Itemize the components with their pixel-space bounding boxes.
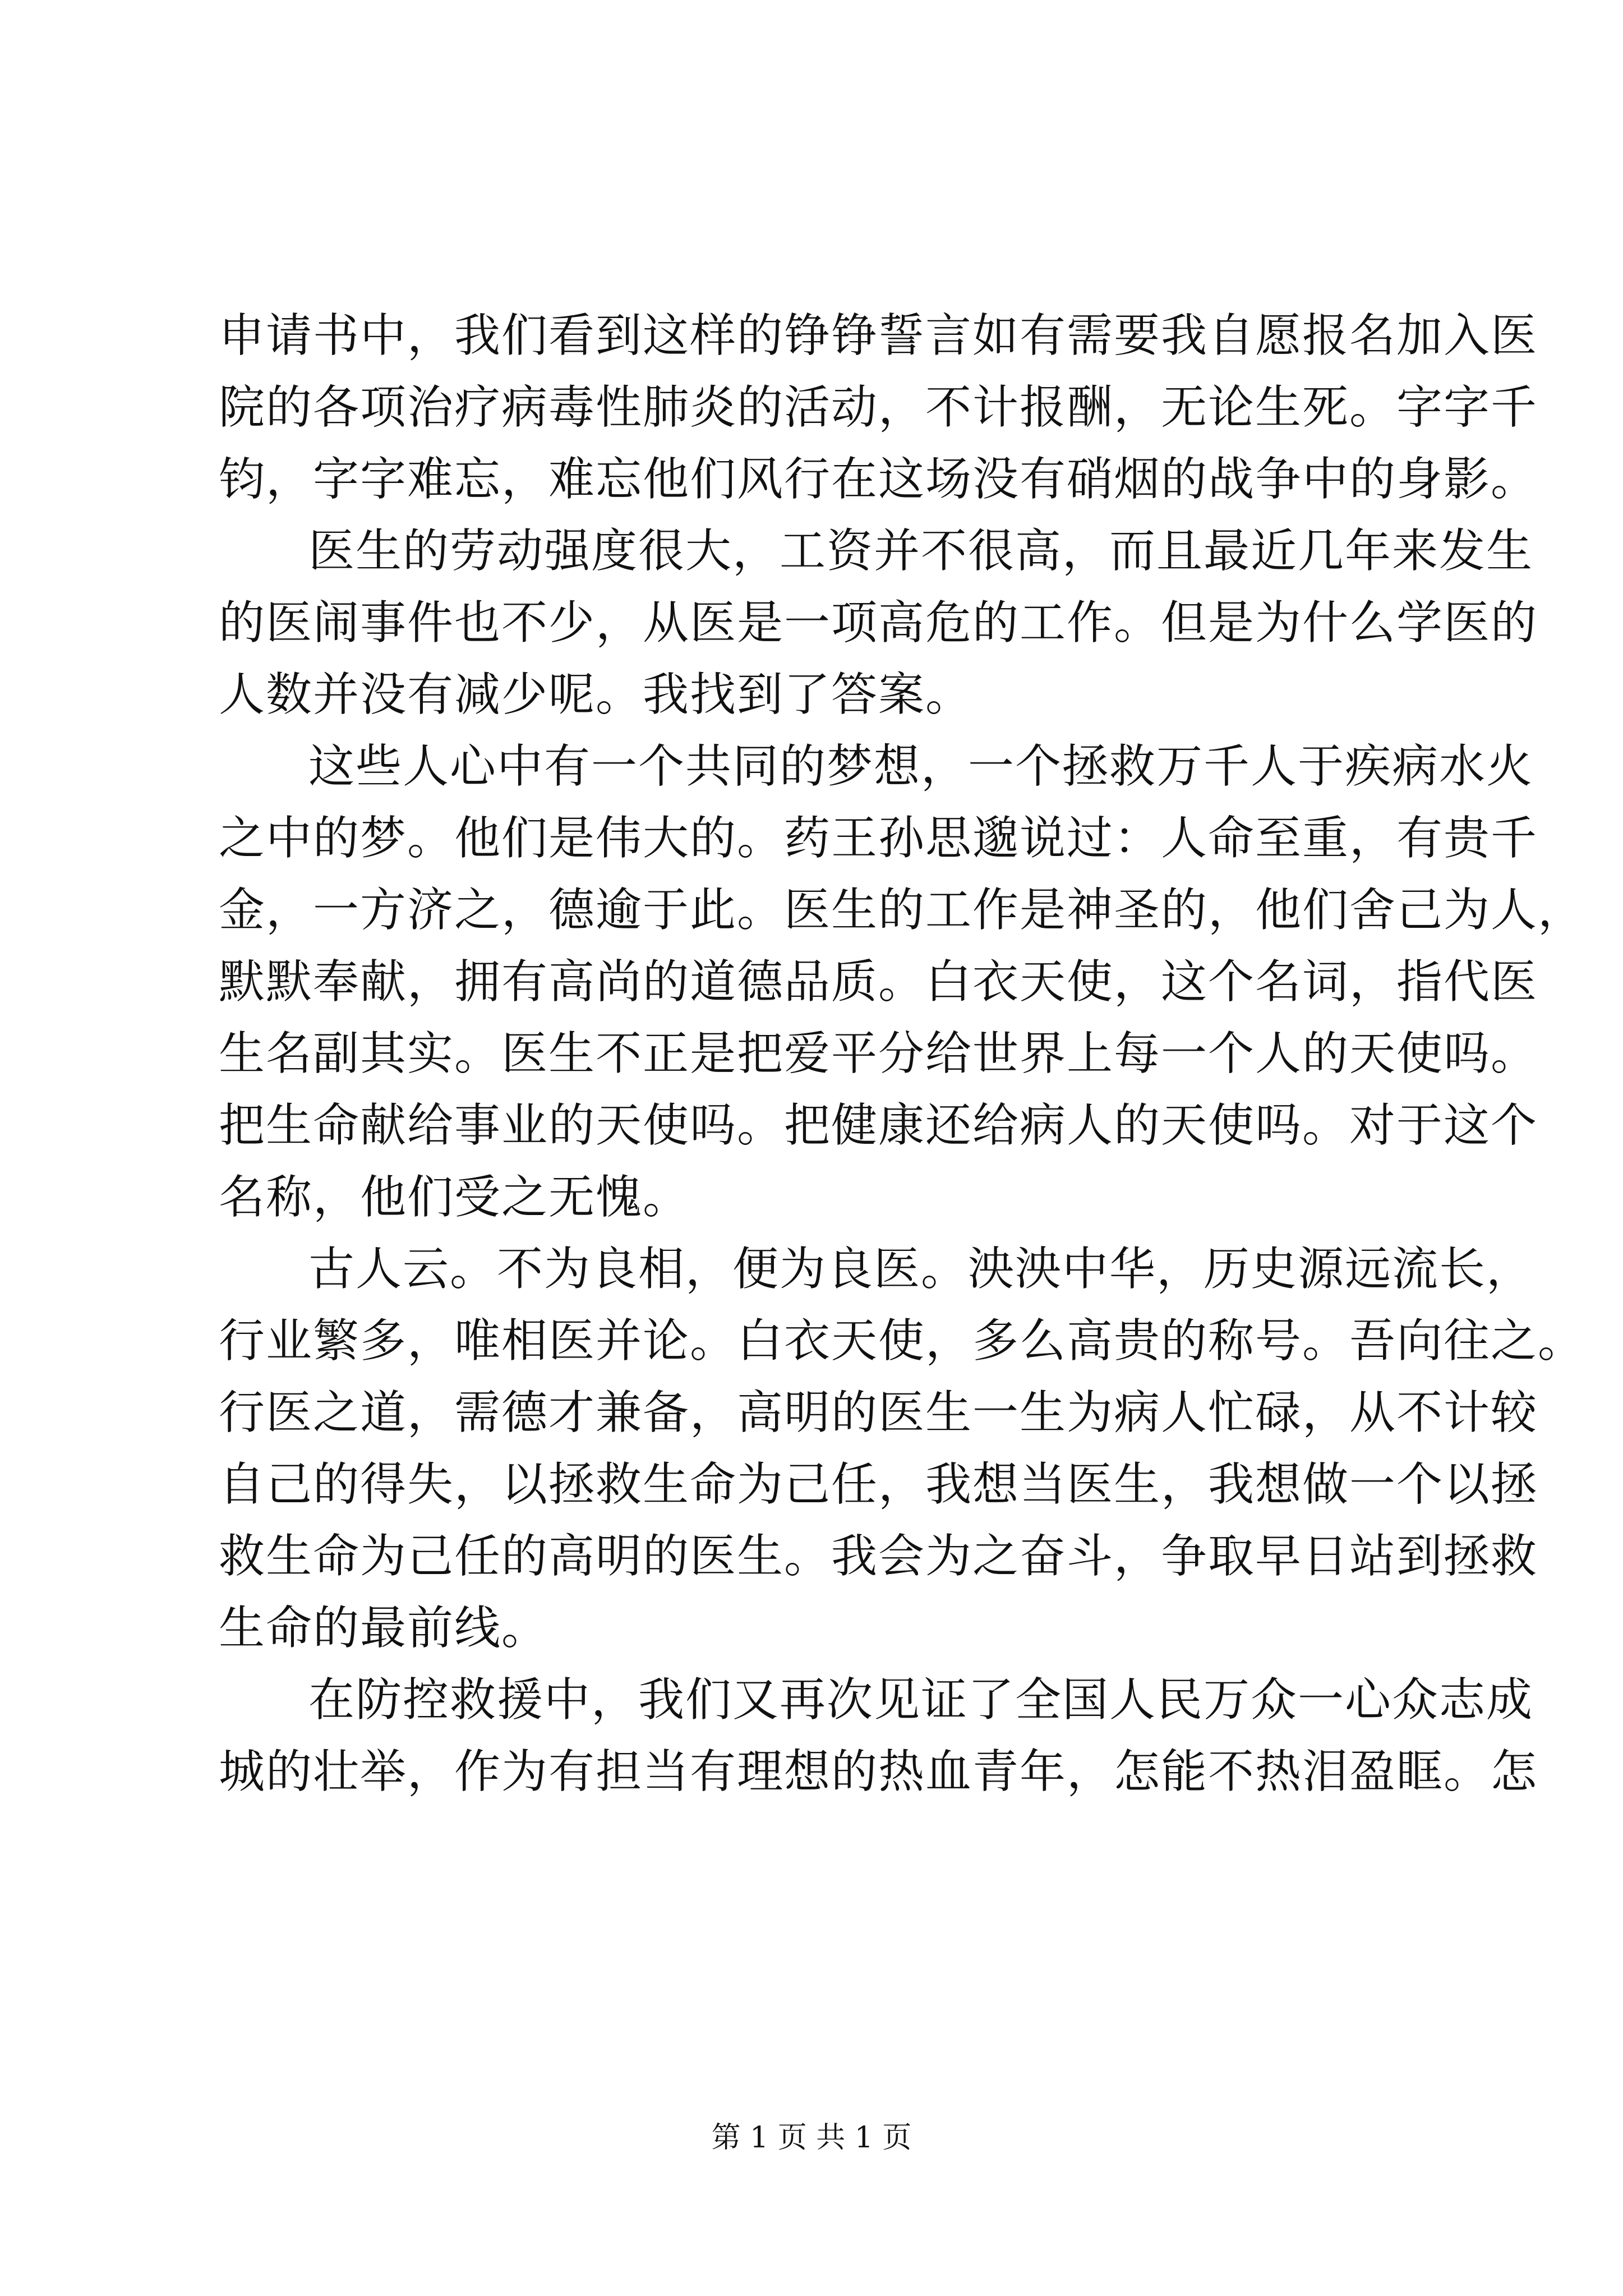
text-line: 自己的得失，以拯救生命为己任，我想当医生，我想做一个以拯 <box>219 1458 1538 1511</box>
text-line: 名称，他们受之无愧。 <box>219 1171 690 1224</box>
text-line: 城的壮举，作为有担当有理想的热血青年，怎能不热泪盈眶。怎 <box>219 1745 1538 1798</box>
page-footer <box>0 2114 1623 2156</box>
text-line: 申请书中，我们看到这样的铮铮誓言如有需要我自愿报名加入医 <box>219 309 1538 362</box>
text-line: 钧，字字难忘，难忘他们风行在这场没有硝烟的战争中的身影。 <box>219 453 1538 506</box>
paragraph-start-line: 医生的劳动强度很大，工资并不很高，而且最近几年来发生 <box>308 524 1534 578</box>
paragraph-start-line: 这些人心中有一个共同的梦想，一个拯救万千人于疾病水火 <box>308 740 1534 793</box>
text-line: 的医闹事件也不少，从医是一项高危的工作。但是为什么学医的 <box>219 596 1538 650</box>
page-number-label: 第 1 页 共 1 页 <box>711 2121 912 2155</box>
text-line: 生名副其实。医生不正是把爱平分给世界上每一个人的天使吗。 <box>219 1027 1538 1080</box>
text-line: 之中的梦。他们是伟大的。药王孙思邈说过：人命至重，有贵千 <box>219 812 1538 865</box>
paragraph-start-line: 在防控救援中，我们又再次见证了全国人民万众一心众志成 <box>308 1673 1534 1727</box>
text-line: 院的各项治疗病毒性肺炎的活动，不计报酬，无论生死。字字千 <box>219 381 1538 434</box>
text-line: 行医之道，需德才兼备，高明的医生一生为病人忙碌，从不计较 <box>219 1386 1538 1439</box>
text-line: 救生命为己任的高明的医生。我会为之奋斗，争取早日站到拯救 <box>219 1530 1538 1583</box>
text-line: 人数并没有减少呢。我找到了答案。 <box>219 668 973 721</box>
text-line: 行业繁多，唯相医并论。白衣天使，多么高贵的称号。吾向往之。 <box>219 1314 1585 1368</box>
text-line: 生命的最前线。 <box>219 1602 549 1655</box>
document-body <box>219 300 1585 1808</box>
text-line: 把生命献给事业的天使吗。把健康还给病人的天使吗。对于这个 <box>219 1099 1538 1152</box>
paragraph-start-line: 古人云。不为良相，便为良医。泱泱中华，历史源远流长， <box>308 1243 1534 1296</box>
text-line: 金，一方济之，德逾于此。医生的工作是神圣的，他们舍己为人， <box>219 884 1585 937</box>
text-line: 默默奉献，拥有高尚的道德品质。白衣天使，这个名词，指代医 <box>219 955 1538 1009</box>
